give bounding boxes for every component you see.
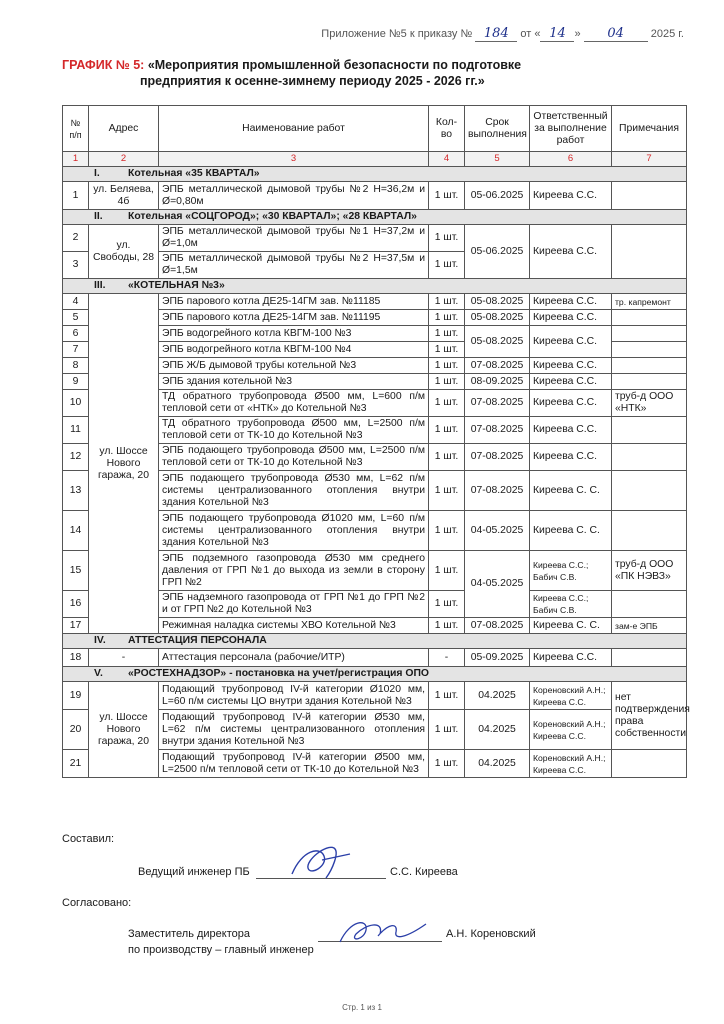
- row-number: 12: [63, 444, 89, 471]
- row-qty: -: [429, 649, 465, 667]
- row-note: [612, 511, 687, 551]
- order-month: 04: [584, 26, 648, 42]
- section-title: АТТЕСТАЦИЯ ПЕРСОНАЛА: [128, 635, 267, 646]
- table-row: [63, 225, 687, 252]
- row-number: 8: [63, 358, 89, 374]
- row-note: [612, 342, 687, 358]
- row-responsible: Киреева С.С.; Бабич С.В.: [530, 551, 612, 591]
- row-number: 18: [63, 649, 89, 667]
- row-note: труб-д ООО «НТК»: [612, 390, 687, 417]
- row-date: 05-09.2025: [465, 649, 530, 667]
- row-date: 05-08.2025: [465, 310, 530, 326]
- row-qty: 1 шт.: [429, 444, 465, 471]
- row-responsible: Киреева С. С.: [530, 511, 612, 551]
- row-responsible: Кореновский А.Н.; Киреева С.С.: [530, 750, 612, 778]
- col-index: 7: [612, 152, 687, 167]
- section-number: V.: [94, 668, 103, 679]
- col-header-number: № п/п: [63, 106, 89, 152]
- section-title: «РОСТЕХНАДЗОР» - постановка на учет/регистрация ОПО: [128, 668, 429, 679]
- row-responsible: Киреева С.С.: [530, 310, 612, 326]
- director-title-2: по производству – главный инженер: [128, 944, 314, 956]
- row-responsible: Киреева С.С.; Бабич С.В.: [530, 591, 612, 618]
- row-note: [612, 310, 687, 326]
- row-date: 07-08.2025: [465, 390, 530, 417]
- col-index: 5: [465, 152, 530, 167]
- row-responsible: Киреева С.С.: [530, 649, 612, 667]
- row-note: зам-е ЭПБ: [612, 618, 687, 634]
- row-date: 05-06.2025: [465, 182, 530, 210]
- row-qty: 1 шт.: [429, 225, 465, 252]
- table-row: [63, 649, 687, 667]
- row-date: 05-06.2025: [465, 225, 530, 279]
- row-work: ЭПБ парового котла ДЕ25-14ГМ зав. №11185: [159, 294, 429, 310]
- table-header-row: [63, 106, 687, 152]
- row-date: 08-09.2025: [465, 374, 530, 390]
- section-number: III.: [94, 280, 106, 291]
- row-qty: 1 шт.: [429, 342, 465, 358]
- row-work: ЭПБ водогрейного котла КВГМ-100 №4: [159, 342, 429, 358]
- row-work: ЭПБ водогрейного котла КВГМ-100 №3: [159, 326, 429, 342]
- row-date: 07-08.2025: [465, 471, 530, 511]
- row-note: тр. капремонт: [612, 294, 687, 310]
- col-index: 2: [89, 152, 159, 167]
- row-qty: 1 шт.: [429, 310, 465, 326]
- section-row: [63, 210, 687, 225]
- col-index: 4: [429, 152, 465, 167]
- engineer-title: Ведущий инженер ПБ: [138, 866, 250, 878]
- row-qty: 1 шт.: [429, 326, 465, 342]
- row-qty: 1 шт.: [429, 390, 465, 417]
- row-responsible: Киреева С.С.: [530, 444, 612, 471]
- row-work: ЭПБ металлической дымовой трубы №1 Н=37,2м и Ø=1,0м: [159, 225, 429, 252]
- row-qty: 1 шт.: [429, 511, 465, 551]
- row-work: ЭПБ подающего трубопровода Ø1020 мм, L=60 п/м системы централизованного отопления внутри здания Котельной №3: [159, 511, 429, 551]
- row-qty: 1 шт.: [429, 417, 465, 444]
- page-title: [62, 57, 662, 89]
- section-title: «КОТЕЛЬНАЯ №3»: [128, 280, 225, 291]
- row-number: 10: [63, 390, 89, 417]
- row-date: 04.2025: [465, 750, 530, 778]
- row-date: 04.2025: [465, 682, 530, 710]
- row-responsible: Киреева С.С.: [530, 326, 612, 358]
- row-note: [612, 374, 687, 390]
- row-work: ЭПБ Ж/Б дымовой трубы котельной №3: [159, 358, 429, 374]
- title-line-1: «Мероприятия промышленной безопасности по подготовке: [147, 58, 522, 72]
- row-qty: 1 шт.: [429, 710, 465, 750]
- row-qty: 1 шт.: [429, 471, 465, 511]
- order-day: 14: [540, 26, 574, 42]
- row-date: 05-08.2025: [465, 326, 530, 358]
- row-address: ул. Свободы, 28: [89, 225, 159, 279]
- row-date: 05-08.2025: [465, 294, 530, 310]
- row-work: Подающий трубопровод IV-й категории Ø1020 мм, L=60 п/м системы ЦО внутри здания Котельной №3: [159, 682, 429, 710]
- row-number: 15: [63, 551, 89, 591]
- row-number: 6: [63, 326, 89, 342]
- row-responsible: Киреева С.С.: [530, 294, 612, 310]
- order-day-close: »: [574, 28, 581, 40]
- agreed-label: Согласовано:: [62, 897, 132, 909]
- table-row: [63, 682, 687, 710]
- section-row: [63, 167, 687, 182]
- col-header-responsible: Ответственный за выполнение работ: [530, 106, 612, 152]
- row-work: ЭПБ надземного газопровода от ГРП №1 до ГРП №2 и от ГРП №2 до Котельной №3: [159, 591, 429, 618]
- row-responsible: Киреева С.С.: [530, 358, 612, 374]
- row-work: ТД обратного трубопровода Ø500 мм, L=600 п/м тепловой сети от «НТК» до Котельной №3: [159, 390, 429, 417]
- compiled-label: Составил:: [62, 833, 115, 845]
- row-number: 16: [63, 591, 89, 618]
- row-date: 04-05.2025: [465, 551, 530, 618]
- page-number: Стр. 1 из 1: [342, 1003, 382, 1012]
- col-index: 1: [63, 152, 89, 167]
- section-title: Котельная «35 КВАРТАЛ»: [128, 168, 260, 179]
- row-work: Аттестация персонала (рабочие/ИТР): [159, 649, 429, 667]
- row-number: 4: [63, 294, 89, 310]
- row-work: Режимная наладка системы ХВО Котельной №3: [159, 618, 429, 634]
- row-qty: 1 шт.: [429, 618, 465, 634]
- row-note: [612, 649, 687, 667]
- row-work: ЭПБ металлической дымовой трубы №2 Н=37,5м и Ø=1,5м: [159, 252, 429, 279]
- section-row: [63, 667, 687, 682]
- row-work: ЭПБ металлической дымовой трубы №2 Н=36,2м и Ø=0,80м: [159, 182, 429, 210]
- order-number: 184: [475, 26, 517, 42]
- row-responsible: Кореновский А.Н.; Киреева С.С.: [530, 710, 612, 750]
- director-signature: [332, 912, 432, 952]
- director-title-1: Заместитель директора: [128, 928, 250, 940]
- row-number: 21: [63, 750, 89, 778]
- order-year: 2025 г.: [650, 28, 684, 40]
- col-header-address: Адрес: [89, 106, 159, 152]
- column-index-row: [63, 152, 687, 167]
- row-work: ЭПБ подземного газопровода Ø530 мм среднего давления от ГРП №1 до выхода из земли в сторону ГРП №2: [159, 551, 429, 591]
- col-header-work: Наименование работ: [159, 106, 429, 152]
- engineer-name: С.С. Киреева: [390, 866, 458, 878]
- row-date: 07-08.2025: [465, 618, 530, 634]
- section-title: Котельная «СОЦГОРОД»; «30 КВАРТАЛ»; «28 КВАРТАЛ»: [128, 211, 417, 222]
- section-row: [63, 279, 687, 294]
- row-note: [612, 750, 687, 778]
- row-note: [612, 225, 687, 279]
- row-work: ТД обратного трубопровода Ø500 мм, L=2500 п/м тепловой сети от ТК-10 до Котельной №3: [159, 417, 429, 444]
- row-date: 07-08.2025: [465, 358, 530, 374]
- row-note: труб-д ООО «ПК НЭВЗ»: [612, 551, 687, 591]
- row-address: ул. Шоссе Нового гаража, 20: [89, 682, 159, 778]
- order-from-label: от «: [520, 28, 541, 40]
- row-number: 20: [63, 710, 89, 750]
- table-row: [63, 294, 687, 310]
- row-date: 07-08.2025: [465, 417, 530, 444]
- row-note: [612, 417, 687, 444]
- schedule-label: ГРАФИК № 5:: [62, 58, 145, 72]
- title-line-2: предприятия к осенне-зимнему периоду 2025 - 2026 гг.»: [140, 74, 485, 88]
- row-work: ЭПБ подающего трубопровода Ø500 мм, L=2500 п/м тепловой сети от ТК-10 до Котельной №3: [159, 444, 429, 471]
- section-number: IV.: [94, 635, 106, 646]
- row-responsible: Киреева С. С.: [530, 471, 612, 511]
- row-date: 04.2025: [465, 710, 530, 750]
- row-note: [612, 444, 687, 471]
- order-ref-prefix: Приложение №5 к приказу №: [321, 28, 473, 40]
- row-date: 07-08.2025: [465, 444, 530, 471]
- row-number: 9: [63, 374, 89, 390]
- row-number: 2: [63, 225, 89, 252]
- row-responsible: Киреева С.С.: [530, 417, 612, 444]
- row-address: ул. Шоссе Нового гаража, 20: [89, 294, 159, 634]
- row-note: [612, 358, 687, 374]
- section-number: II.: [94, 211, 103, 222]
- row-work: Подающий трубопровод IV-й категории Ø530 мм, L=62 п/м системы централизованного отопления внутри здания Котельной №3: [159, 710, 429, 750]
- row-number: 3: [63, 252, 89, 279]
- row-work: ЭПБ парового котла ДЕ25-14ГМ зав. №11195: [159, 310, 429, 326]
- row-number: 5: [63, 310, 89, 326]
- row-note: [612, 182, 687, 210]
- row-number: 7: [63, 342, 89, 358]
- row-responsible: Киреева С.С.: [530, 182, 612, 210]
- row-address: -: [89, 649, 159, 667]
- col-index: 6: [530, 152, 612, 167]
- row-number: 19: [63, 682, 89, 710]
- row-work: ЭПБ подающего трубопровода Ø530 мм, L=62 п/м системы централизованного отопления внутри здания Котельной №3: [159, 471, 429, 511]
- col-header-notes: Примечания: [612, 106, 687, 152]
- order-reference: [321, 26, 684, 42]
- row-responsible: Киреева С. С.: [530, 618, 612, 634]
- row-responsible: Киреева С.С.: [530, 225, 612, 279]
- row-qty: 1 шт.: [429, 551, 465, 591]
- row-number: 1: [63, 182, 89, 210]
- row-note: [612, 591, 687, 618]
- director-name: А.Н. Кореновский: [446, 928, 536, 940]
- row-qty: 1 шт.: [429, 294, 465, 310]
- row-note: [612, 471, 687, 511]
- row-responsible: Кореновский А.Н.; Киреева С.С.: [530, 682, 612, 710]
- row-note: [612, 326, 687, 342]
- row-qty: 1 шт.: [429, 182, 465, 210]
- col-header-qty: Кол-во: [429, 106, 465, 152]
- row-responsible: Киреева С.С.: [530, 390, 612, 417]
- row-number: 17: [63, 618, 89, 634]
- row-note: нет подтверждения права собственности: [612, 682, 687, 750]
- row-work: Подающий трубопровод IV-й категории Ø500 мм, L=2500 п/м тепловой сети от ТК-10 до Котельной №3: [159, 750, 429, 778]
- section-row: [63, 634, 687, 649]
- col-index: 3: [159, 152, 429, 167]
- works-table: [62, 105, 690, 778]
- row-number: 11: [63, 417, 89, 444]
- row-address: ул. Беляева, 4б: [89, 182, 159, 210]
- row-work: ЭПБ здания котельной №3: [159, 374, 429, 390]
- row-qty: 1 шт.: [429, 591, 465, 618]
- row-date: 04-05.2025: [465, 511, 530, 551]
- row-qty: 1 шт.: [429, 750, 465, 778]
- engineer-signature: [282, 840, 362, 884]
- row-number: 14: [63, 511, 89, 551]
- row-number: 13: [63, 471, 89, 511]
- row-qty: 1 шт.: [429, 682, 465, 710]
- row-qty: 1 шт.: [429, 358, 465, 374]
- row-qty: 1 шт.: [429, 374, 465, 390]
- row-responsible: Киреева С.С.: [530, 374, 612, 390]
- col-header-date: Срок выполнения: [465, 106, 530, 152]
- section-number: I.: [94, 168, 100, 179]
- row-qty: 1 шт.: [429, 252, 465, 279]
- table-row: [63, 182, 687, 210]
